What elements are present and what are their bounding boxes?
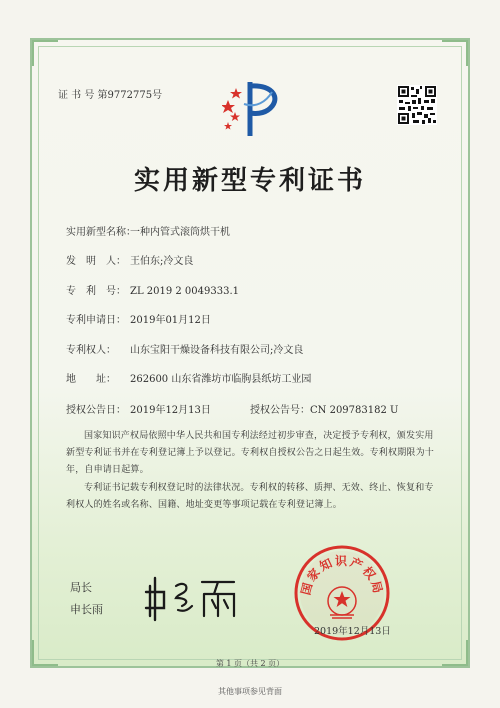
cnipa-logo-icon xyxy=(222,78,286,140)
field-value: 一种内管式滚筒烘干机 xyxy=(130,227,230,238)
field-value: 山东宝阳干燥设备科技有限公司;冷文良 xyxy=(130,345,304,356)
field-inventor xyxy=(66,252,193,267)
field-filing-date xyxy=(66,311,211,326)
field-utility-model-name xyxy=(66,223,230,238)
field-label: 专利权人： xyxy=(66,345,116,356)
field-label: 授权公告号： xyxy=(250,405,310,416)
field-label: 实用新型名称： xyxy=(66,227,136,238)
director-signature xyxy=(142,572,242,622)
field-label: 地 址： xyxy=(66,374,116,385)
field-value: 2019年12月13日 xyxy=(130,405,211,416)
paragraph-legal-status: 专利证书记载专利权登记时的法律状况。专利权的转移、质押、无效、终止、恢复和专利权人的姓名或名称、国籍、地址变更等事项记载在专利登记簿上。 xyxy=(66,483,434,510)
field-label: 授权公告日： xyxy=(66,405,126,416)
field-value: CN 209783182 U xyxy=(310,405,399,416)
field-grant-number xyxy=(250,401,398,416)
field-patent-number xyxy=(66,282,239,297)
certificate-number-value: 第9772775号 xyxy=(97,90,163,101)
field-value: 王伯东;冷文良 xyxy=(130,256,194,267)
page-number: 第 1 页（共 2 页） xyxy=(215,659,285,668)
certificate-number xyxy=(58,86,162,101)
director-name: 申长雨 xyxy=(70,603,103,616)
field-grant-date xyxy=(66,401,211,416)
certificate-number-label: 证 书 号 xyxy=(58,90,95,101)
field-label: 专利申请日： xyxy=(66,315,126,326)
field-label: 发 明 人： xyxy=(66,256,126,267)
field-patentee xyxy=(66,341,303,356)
field-address xyxy=(66,370,311,385)
qr-code-icon xyxy=(397,85,437,125)
field-value: ZL 2019 2 0049333.1 xyxy=(130,286,240,297)
seal-text: 国家知识产权局 xyxy=(298,554,386,597)
director-title: 局长 xyxy=(70,581,92,594)
corner-ornament xyxy=(442,40,468,66)
page-title: 实用新型专利证书 xyxy=(133,166,366,196)
field-label: 专 利 号： xyxy=(66,286,126,297)
paragraph-grant-statement: 国家知识产权局依照中华人民共和国专利法经过初步审查，决定授予专利权，颁发实用新型专利证书并在专利登记簿上予以登记。专利权自授权公告之日起生效。专利权期限为十年，自申请日起算。 xyxy=(66,431,435,475)
field-value: 262600 山东省潍坊市临朐县纸坊工业园 xyxy=(130,374,312,385)
field-value: 2019年01月12日 xyxy=(130,315,211,326)
footer-note: 其他事项参见背面 xyxy=(218,687,282,696)
corner-ornament xyxy=(32,40,58,66)
seal-date: 2019年12月13日 xyxy=(314,626,391,637)
